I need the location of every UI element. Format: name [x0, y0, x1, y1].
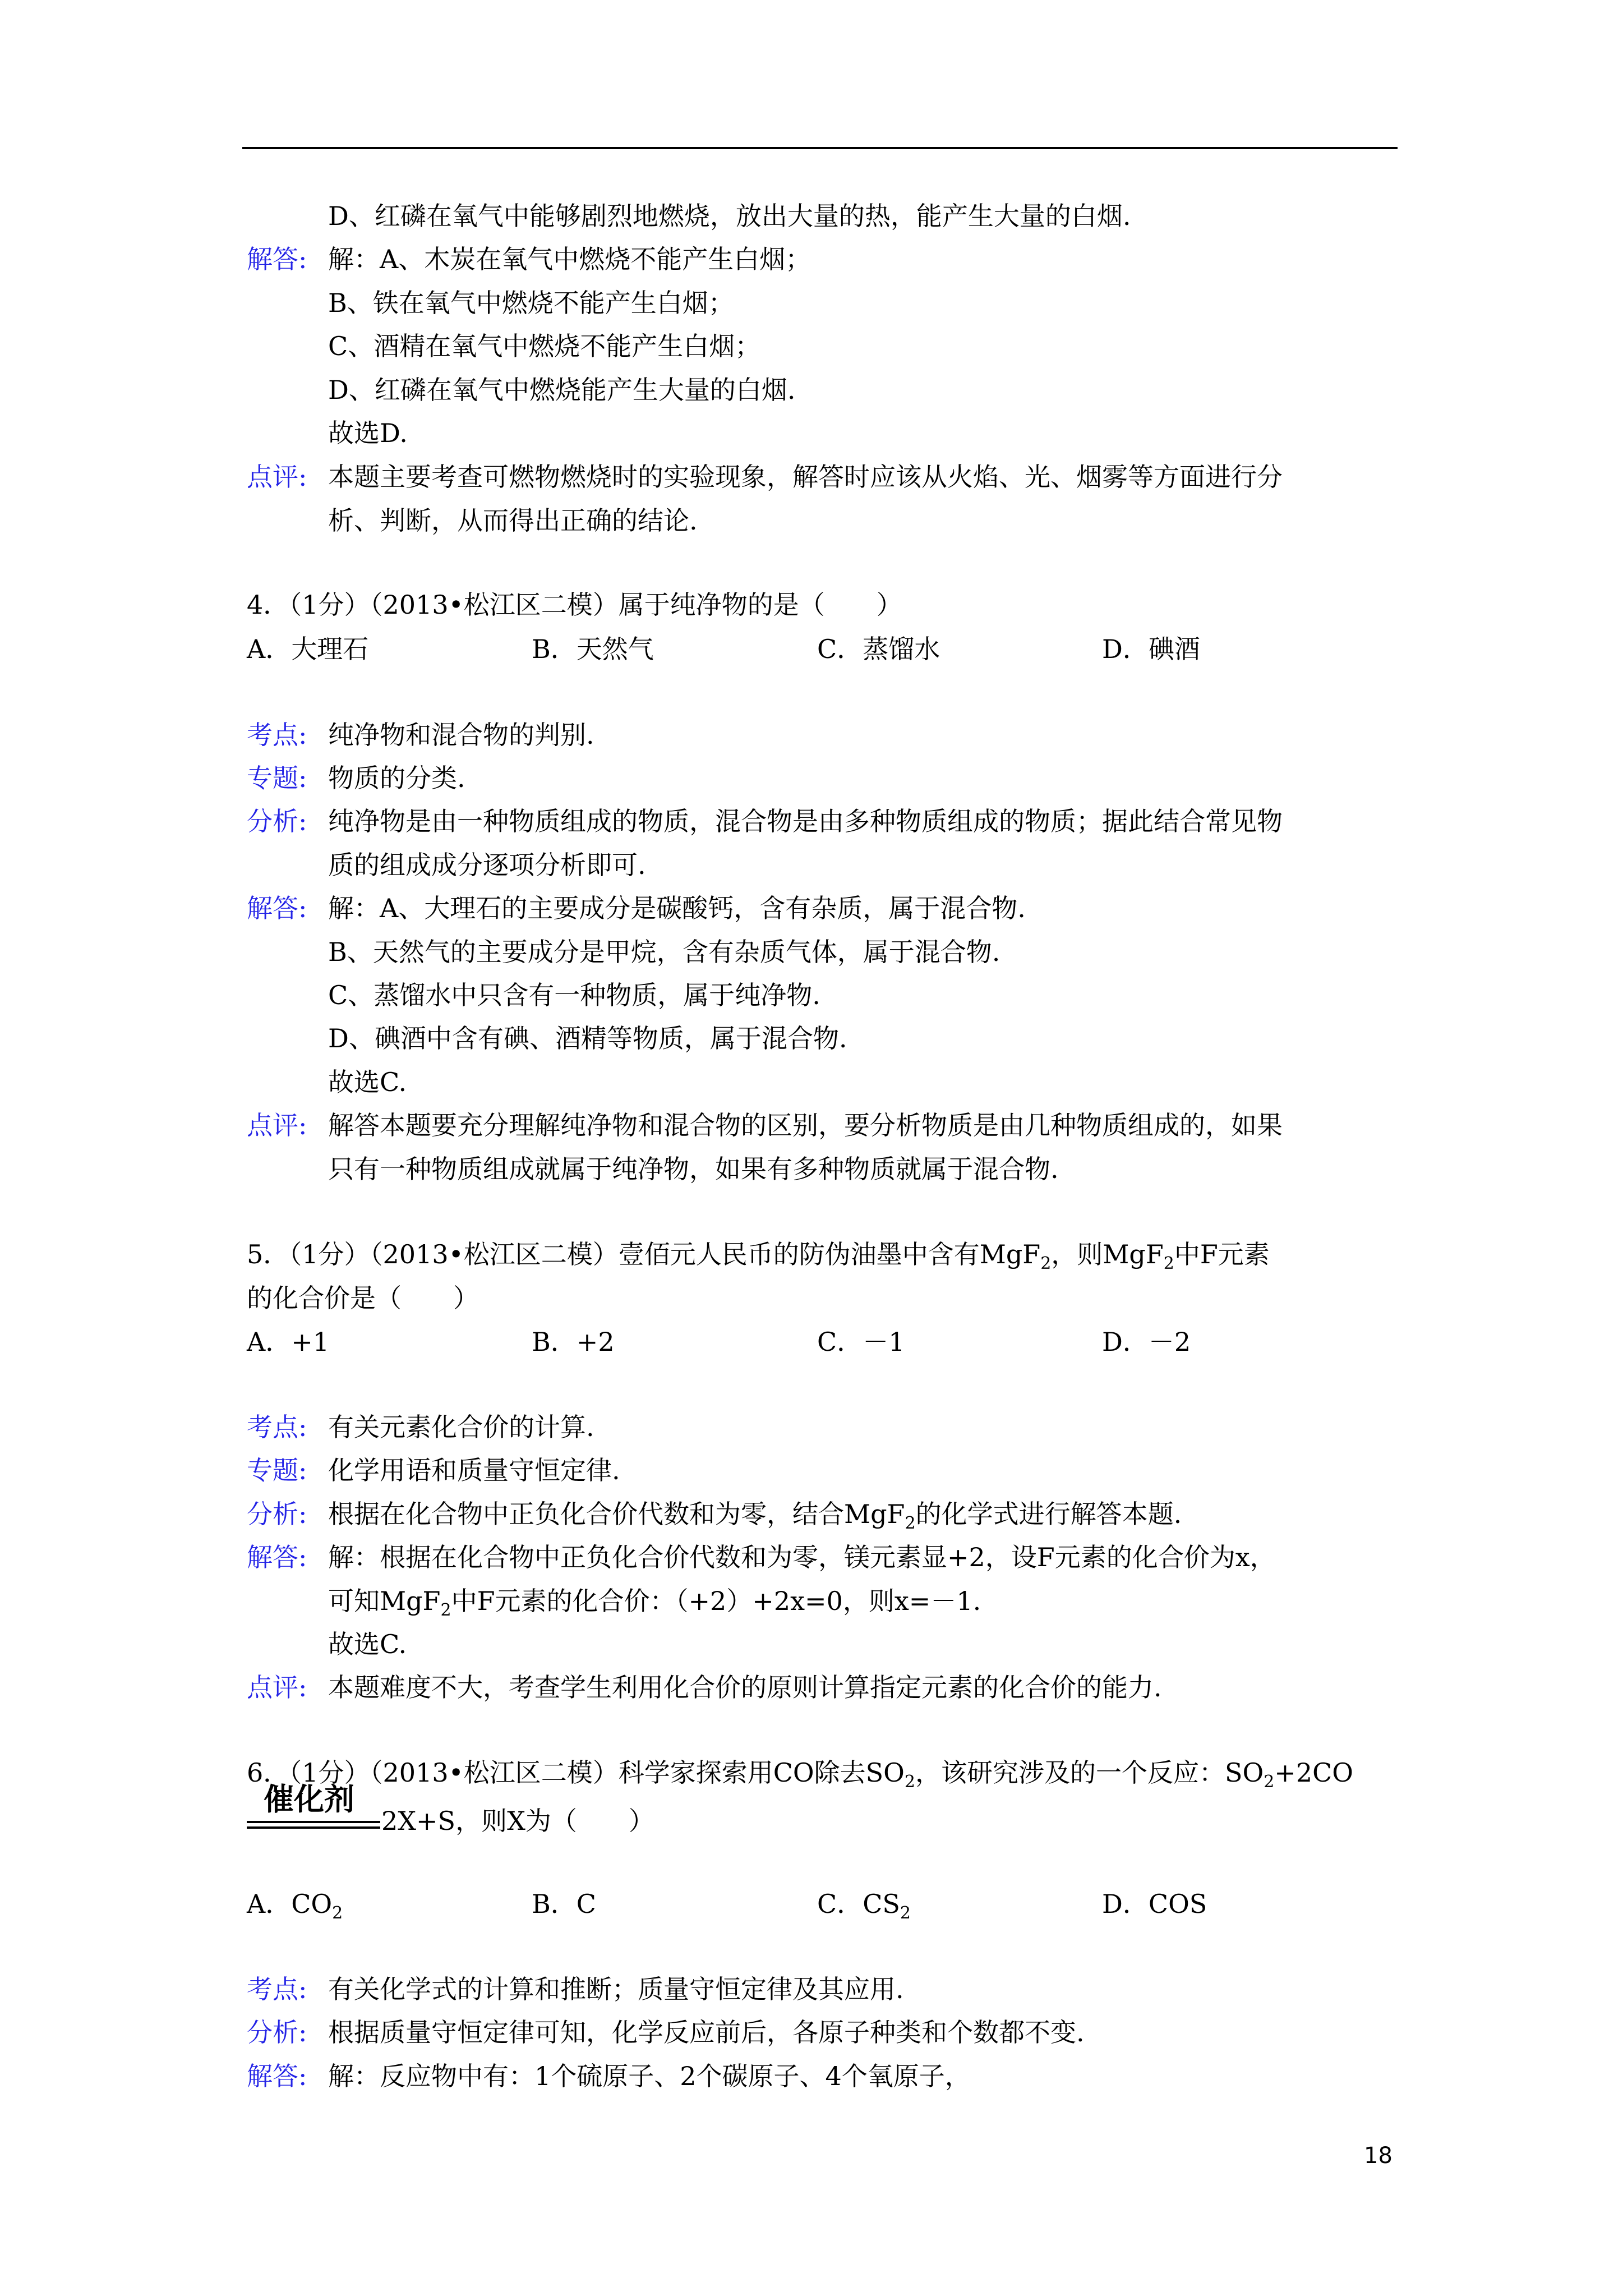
- q4-comment-tag: 点评:: [247, 1110, 307, 1140]
- q5-analysis: 根据在化合物中正负化合价代数和为零，结合MgF$_2$的化学式进行解答本题.: [328, 1499, 1182, 1533]
- q4-point-tag: 考点:: [247, 720, 307, 750]
- q4-answer-tag: 解答:: [247, 893, 307, 923]
- q5-stem: 5．（1分）（2013•松江区二模）壹佰元人民币的防伪油墨中含有MgF$_2$，则MgF$_2$中F元素: [247, 1239, 1270, 1273]
- q4-option-b: B．天然气: [532, 634, 654, 664]
- q6-point: 有关化学式的计算和推断；质量守恒定律及其应用.: [328, 1974, 904, 2004]
- q4-stem: 4．（1分）（2013•松江区二模）属于纯净物的是（ ）: [247, 590, 902, 620]
- q4-topic-tag: 专题:: [247, 763, 307, 793]
- q3-answer-line: 解：A、木炭在氧气中燃烧不能产生白烟；: [328, 244, 811, 274]
- q5-stem-line2: 的化合价是（ ）: [247, 1283, 479, 1313]
- q3-comment-line: 析、判断，从而得出正确的结论.: [328, 505, 698, 536]
- q3-comment-tag: 点评:: [247, 462, 307, 492]
- q3-comment-line: 本题主要考查可燃物燃烧时的实验现象，解答时应该从火焰、光、烟雾等方面进行分: [328, 462, 1283, 492]
- q5-answer-line: 故选C.: [328, 1629, 407, 1659]
- q6-stem-line2: 2X+S，则X为（ ）: [381, 1806, 654, 1836]
- q6-option-c: C．$CS_2$: [817, 1889, 911, 1923]
- header-rule: [242, 147, 1398, 149]
- catalyst-label: 催化剂: [264, 1782, 354, 1817]
- q4-option-a: A．大理石: [247, 634, 369, 664]
- q6-point-tag: 考点:: [247, 1974, 307, 2004]
- q6-answer-tag: 解答:: [247, 2061, 307, 2091]
- q5-option-c: C．－1: [817, 1327, 905, 1357]
- q3-option-d: D、红磷在氧气中能够剧烈地燃烧，放出大量的热，能产生大量的白烟.: [328, 201, 1131, 231]
- q4-answer-line: 故选C.: [328, 1067, 407, 1097]
- q5-option-b: B．+2: [532, 1327, 615, 1357]
- q6-stem: 6．（1分）（2013•松江区二模）科学家探索用CO除去$SO_2$，该研究涉及的一个反应：$SO_2+2CO$: [247, 1757, 1354, 1792]
- q5-option-a: A．+1: [247, 1327, 330, 1357]
- q4-comment-line: 只有一种物质组成就属于纯净物，如果有多种物质就属于混合物.: [328, 1154, 1059, 1184]
- q5-comment-tag: 点评:: [247, 1672, 307, 1703]
- q5-point-tag: 考点:: [247, 1412, 307, 1442]
- q6-analysis: 根据质量守恒定律可知，化学反应前后，各原子种类和个数都不变.: [328, 2017, 1085, 2047]
- q4-comment-line: 解答本题要充分理解纯净物和混合物的区别，要分析物质是由几种物质组成的，如果: [328, 1110, 1283, 1140]
- q3-answer-tag: 解答:: [247, 244, 307, 274]
- q6-option-d: D．COS: [1102, 1889, 1207, 1919]
- q6-option-b: B．C: [532, 1889, 596, 1919]
- q5-answer-line: 解：根据在化合物中正负化合价代数和为零，镁元素显+2，设F元素的化合价为x，: [328, 1542, 1276, 1572]
- q4-analysis-tag: 分析:: [247, 806, 307, 836]
- q4-analysis-line: 纯净物是由一种物质组成的物质，混合物是由多种物质组成的物质；据此结合常见物: [328, 806, 1283, 836]
- q6-answer: 解：反应物中有：1个硫原子、2个碳原子、4个氧原子，: [328, 2061, 971, 2091]
- q4-answer-line: D、碘酒中含有碘、酒精等物质，属于混合物.: [328, 1023, 847, 1053]
- q5-analysis-tag: 分析:: [247, 1499, 307, 1529]
- equals-bar-top: [247, 1821, 380, 1823]
- q4-answer-line: C、蒸馏水中只含有一种物质，属于纯净物.: [328, 980, 820, 1010]
- q5-answer-tag: 解答:: [247, 1542, 307, 1572]
- q4-analysis-line: 质的组成成分逐项分析即可.: [328, 850, 646, 880]
- q3-answer-line: C、酒精在氧气中燃烧不能产生白烟；: [328, 331, 761, 361]
- q4-answer-line: 解：A、大理石的主要成分是碳酸钙，含有杂质，属于混合物.: [328, 893, 1026, 923]
- q3-answer-line: 故选D.: [328, 418, 408, 448]
- q5-answer-line: 可知MgF$_2$中F元素的化合价：（+2）+2x=0，则x=－1.: [328, 1586, 981, 1620]
- q5-point: 有关元素化合价的计算.: [328, 1412, 594, 1442]
- q5-option-d: D．－2: [1102, 1327, 1191, 1357]
- q6-option-a: A．$CO_2$: [247, 1889, 343, 1923]
- q4-point: 纯净物和混合物的判别.: [328, 720, 594, 750]
- equals-bar-bottom: [247, 1826, 380, 1829]
- q5-topic: 化学用语和质量守恒定律.: [328, 1455, 620, 1485]
- catalyst-equals-sign: [247, 1783, 380, 1833]
- q5-comment: 本题难度不大，考查学生利用化合价的原则计算指定元素的化合价的能力.: [328, 1672, 1162, 1703]
- q6-analysis-tag: 分析:: [247, 2017, 307, 2047]
- q4-option-c: C．蒸馏水: [817, 634, 940, 664]
- q5-topic-tag: 专题:: [247, 1455, 307, 1485]
- page-number: 18: [1364, 2143, 1393, 2169]
- q3-answer-line: B、铁在氧气中燃烧不能产生白烟；: [328, 288, 734, 318]
- q3-answer-line: D、红磷在氧气中燃烧能产生大量的白烟.: [328, 375, 796, 405]
- q4-option-d: D．碘酒: [1102, 634, 1200, 664]
- q4-answer-line: B、天然气的主要成分是甲烷，含有杂质气体，属于混合物.: [328, 937, 1000, 967]
- q4-topic: 物质的分类.: [328, 763, 465, 793]
